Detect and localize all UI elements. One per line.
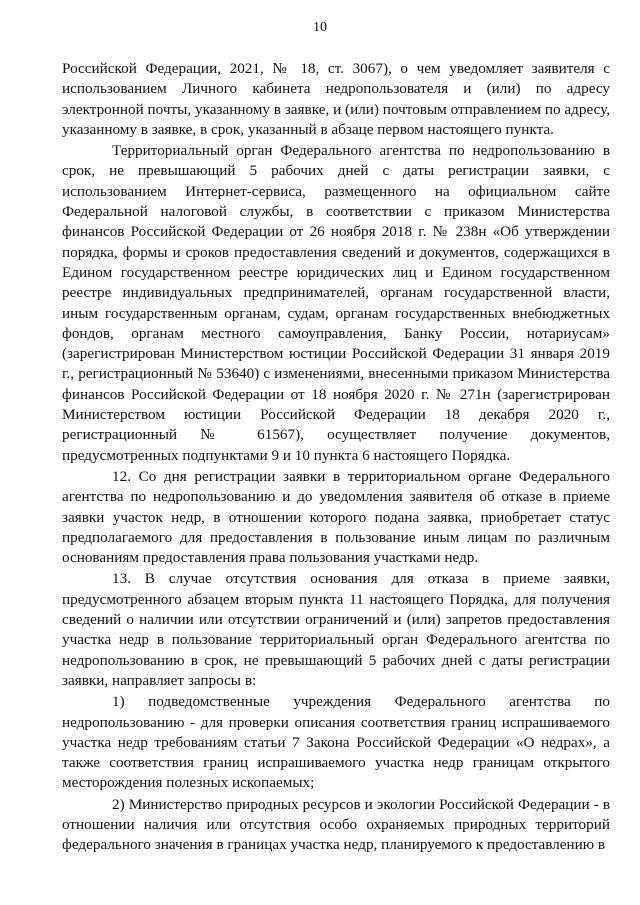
paragraph-item-13: 13. В случае отсутствия основания для отказа в приеме заявки, предусмотренного абзацем вторым пункта 11 настоящего Порядка, для получения сведений о наличии или отсутствии ограничений и (или) запретов предоставления участка недр в пользование территориальный орган Федерального агентства по недропользованию в срок, не превышающий 5 рабочих дней с даты регистрации заявки, направляет запросы в: <box>62 570 610 689</box>
document-body <box>62 59 610 856</box>
paragraph-continuation: Российской Федерации, 2021, № 18, ст. 3067), о чем уведомляет заявителя с использованием Личного кабинета недропользователя и (или) по адресу электронной почты, указанному в заявке, и (или) почтовым отправлением по адресу, указанному в заявке, в срок, указанный в абзаце первом настоящего пункта. <box>62 60 610 138</box>
paragraph-item-12: 12. Со дня регистрации заявки в территориальном органе Федерального агентства по недропользованию и до уведомления заявителя об отказе в приеме заявки участок недр, в отношении которого подана заявка, приобретает статус предполагаемого для предоставления в пользование иным лицам по различным основаниям предоставления права пользования участками недр. <box>62 467 610 567</box>
paragraph-subitem-1: 1) подведомственные учреждения Федерального агентства по недропользованию - для проверки описания соответствия границ испрашиваемого участка недр требованиям статьи 7 Закона Российской Федерации «О недрах», а также соответствия границ испрашиваемого участка недр границам открытого месторождения полезных ископаемых; <box>62 693 610 792</box>
page-number: 10 <box>313 20 327 35</box>
paragraph-subitem-2: 2) Министерство природных ресурсов и экологии Российской Федерации - в отношении наличия или отсутствия особо охраняемых природных территорий федерального значения в границах участка недр, планируемого к предоставлению в <box>62 795 610 854</box>
paragraph-territorial-organ: Территориальный орган Федерального агентства по недропользованию в срок, не превышающий 5 рабочих дней с даты регистрации заявки, с использованием Интернет-сервиса, размещенного на официальном сайте Федеральной налоговой службы, в соответствии с приказом Министерства финансов Российской Федерации от 26 ноября 2018 г. № 238н «Об утверждении порядка, формы и сроков предоставления сведений и документов, содержащихся в Едином государственном реестре юридических лиц и Едином государственном реестре индивидуальных предпринимателей, органам государственной власти, иным государственным органам, судам, органам государственных внебюджетных фондов, органам местного самоуправления, Банку России, нотариусам» (зарегистрирован Министерством юстиции Российской Федерации 31 января 2019 г., регистрационный № 53640) с изменениями, внесенными приказом Министерства финансов Российской Федерации от 18 ноября 2020 г. № 271н (зарегистрирован Министерством юстиции Российской Федерации 18 декабря 2020 г., регистрационный № 61567), осуществляет получение документов, предусмотренных подпунктами 9 и 10 пункта 6 настоящего Порядка. <box>62 142 610 464</box>
